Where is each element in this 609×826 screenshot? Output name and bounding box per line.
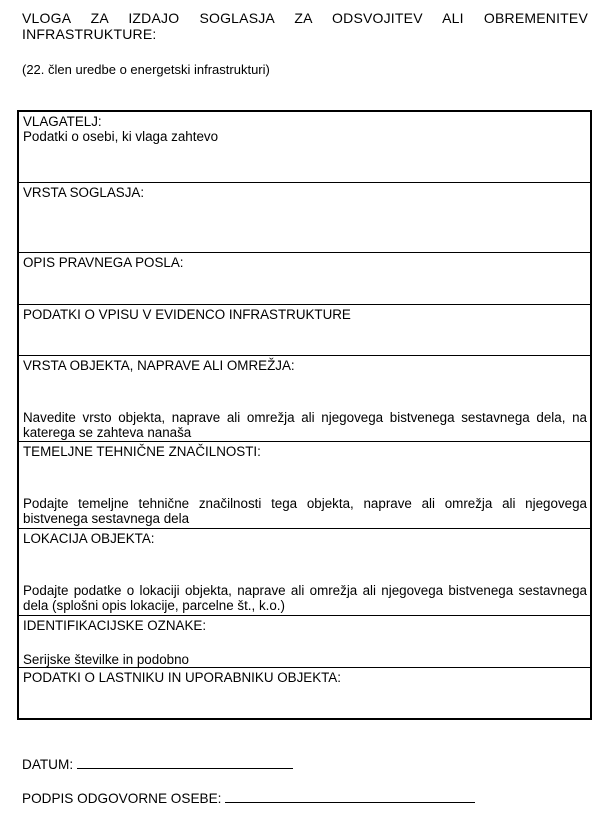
section-applicant[interactable] (19, 112, 590, 182)
date-row (22, 756, 293, 772)
section-applicant-label: VLAGATELJ: (23, 114, 102, 129)
section-technical-characteristics-label: TEMELJNE TEHNIČNE ZNAČILNOSTI: (23, 444, 261, 459)
section-applicant-note: Podatki o osebi, ki vlaga zahtevo (23, 129, 219, 144)
section-owner-user[interactable] (19, 667, 590, 718)
section-object-location-label: LOKACIJA OBJEKTA: (23, 531, 155, 546)
section-consent-type-label: VRSTA SOGLASJA: (23, 185, 145, 200)
section-object-location[interactable] (19, 528, 590, 615)
section-identification-marks-note: Serijske številke in podobno (23, 652, 189, 667)
section-owner-user-label: PODATKI O LASTNIKU IN UPORABNIKU OBJEKTA: (23, 670, 341, 685)
section-object-type[interactable] (19, 355, 590, 441)
section-object-location-note: Podajte podatke o lokaciji objekta, naprave ali omrežja ali njegovega bistvenega sestavnega dela (splošni opis lokacije, parcelne št., k.o.) (23, 583, 587, 613)
section-object-type-note: Navedite vrsto objekta, naprave ali omrežja ali njegovega bistvenega sestavnega dela, na katerega se zahteva nanaša (23, 410, 587, 440)
section-consent-type[interactable] (19, 182, 590, 252)
section-registry-entry[interactable] (19, 304, 590, 355)
form-title: VLOGA ZA IZDAJO SOGLASJA ZA ODSVOJITEV ALI OBREMENITEV INFRASTRUKTURE: (22, 10, 588, 42)
form-subtitle: (22. člen uredbe o energetski infrastrukturi) (22, 62, 270, 77)
section-technical-characteristics[interactable] (19, 441, 590, 528)
section-object-type-label: VRSTA OBJEKTA, NAPRAVE ALI OMREŽJA: (23, 358, 295, 373)
date-line[interactable] (77, 756, 293, 769)
application-form-table (17, 110, 592, 720)
section-registry-entry-label: PODATKI O VPISU V EVIDENCO INFRASTRUKTURE (23, 307, 351, 322)
section-legal-transaction[interactable] (19, 252, 590, 304)
signature-row (22, 790, 475, 806)
section-technical-characteristics-note: Podajte temeljne tehnične značilnosti tega objekta, naprave ali omrežja ali njegovega bistvenega sestavnega dela (23, 496, 587, 526)
signature-line[interactable] (225, 790, 475, 803)
section-identification-marks[interactable] (19, 615, 590, 667)
signature-label: PODPIS ODGOVORNE OSEBE: (22, 791, 222, 806)
section-identification-marks-label: IDENTIFIKACIJSKE OZNAKE: (23, 618, 207, 633)
date-label: DATUM: (22, 757, 74, 772)
section-legal-transaction-label: OPIS PRAVNEGA POSLA: (23, 255, 184, 270)
